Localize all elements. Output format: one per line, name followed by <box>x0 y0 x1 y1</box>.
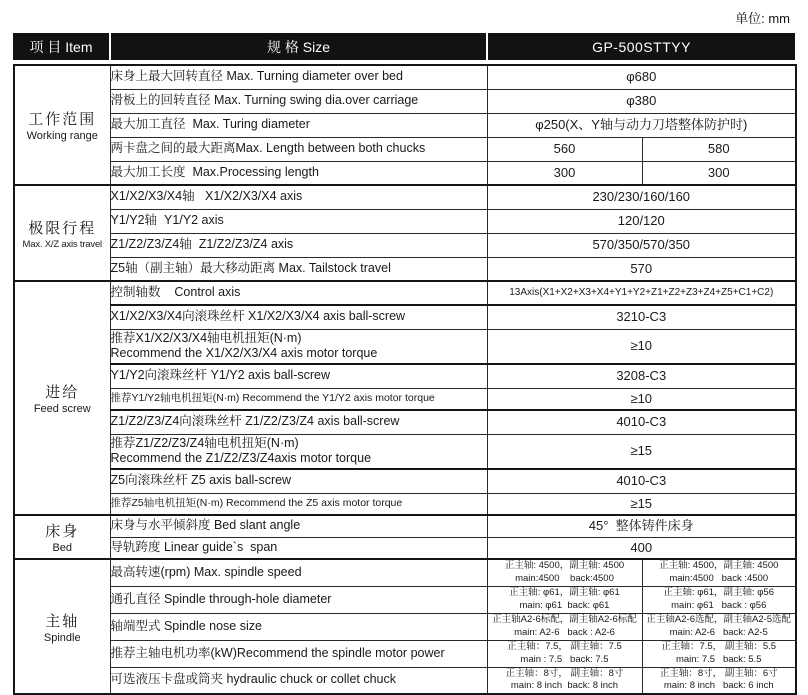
value-text: 45° 整体铸件床身 <box>588 518 694 534</box>
spec-text: 推荐Y1/Y2轴电机扭矩(N·m) Recommend the Y1/Y2 axis motor torque <box>110 392 435 405</box>
value-cell <box>487 185 796 209</box>
value-cell <box>487 161 642 185</box>
table-row <box>14 209 796 233</box>
value-text: 正主轴A2-6选配，副主轴A2-5选配 <box>646 614 792 626</box>
spec-cell <box>110 113 487 137</box>
spec-text: Recommend the Z1/Z2/Z3/Z4axis motor torque <box>110 451 372 466</box>
header-model-cell: GP-500STTYY <box>486 33 795 60</box>
value-cell <box>487 329 796 364</box>
value-text: main: 7.5 back: 5.5 <box>675 653 762 665</box>
section-label-en: Bed <box>52 542 73 554</box>
value-cell <box>487 113 796 137</box>
value-cell <box>642 161 796 185</box>
value-cell <box>487 559 642 586</box>
spec-text: Y1/Y2向滚珠丝杆 Y1/Y2 axis ball-screw <box>110 368 331 383</box>
spec-text: 最大加工长度 Max.Processing length <box>110 164 319 179</box>
spec-text: 滑板上的回转直径 Max. Turning swing dia.over carriage <box>110 93 419 108</box>
spec-text: X1/X2/X3/X4轴 X1/X2/X3/X4 axis <box>110 189 303 204</box>
section-label-en: Spindle <box>43 631 81 644</box>
value-text: 230/230/160/160 <box>592 189 691 205</box>
table-row <box>14 281 796 305</box>
table-row <box>14 388 796 410</box>
spec-cell <box>110 137 487 161</box>
header-size-cell: 规 格 Size <box>109 33 486 60</box>
spec-table-body <box>14 65 796 694</box>
table-row <box>14 364 796 388</box>
spec-cell <box>110 667 487 694</box>
value-cell <box>642 640 796 667</box>
table-row <box>14 185 796 209</box>
value-text: 3210-C3 <box>616 309 667 325</box>
section-label-working-range <box>14 65 110 185</box>
section-label-en: Max. X/Z axis travel <box>22 238 102 250</box>
value-text: main : 7.5 back: 7.5 <box>520 653 609 665</box>
value-cell <box>642 586 796 613</box>
section-label-spindle <box>14 559 110 694</box>
spec-text: 最高转速(rpm) Max. spindle speed <box>110 564 302 579</box>
value-text: 4010-C3 <box>616 414 667 430</box>
table-row <box>14 305 796 329</box>
table-row <box>14 434 796 469</box>
value-text: 正主轴: 4500，副主轴: 4500 <box>659 560 779 572</box>
spec-cell <box>110 65 487 89</box>
value-cell <box>487 89 796 113</box>
section-label-cn: 床身 <box>45 523 80 540</box>
value-cell <box>642 613 796 640</box>
value-text: main: A2-6 back: A2-5 <box>669 626 768 638</box>
section-label-en: Working range <box>26 130 98 142</box>
value-text: main: 8 inch back: 6 inch <box>663 680 774 692</box>
table-row <box>14 257 796 281</box>
spec-cell <box>110 257 487 281</box>
unit-label: 单位: mm <box>735 11 790 26</box>
table-row <box>14 329 796 364</box>
table-header-bar <box>13 33 795 60</box>
spec-cell <box>110 281 487 305</box>
value-cell <box>642 559 796 586</box>
spec-text: Z5轴（副主轴）最大移动距离 Max. Tailstock travel <box>110 260 391 275</box>
section-label-cn: 工作范围 <box>28 111 97 128</box>
spec-cell <box>110 161 487 185</box>
value-text: φ380 <box>626 93 657 109</box>
section-label-bed <box>14 515 110 559</box>
table-row <box>14 410 796 434</box>
value-text: main:4500 back:4500 <box>515 572 614 584</box>
value-text: ≥15 <box>630 495 653 511</box>
section-label-cn: 进给 <box>45 384 80 401</box>
spec-text: 推荐Z1/Z2/Z3/Z4轴电机扭矩(N·m) <box>110 435 299 450</box>
section-label-cn: 极限行程 <box>28 219 97 237</box>
spec-text: 导轨跨度 Linear guide`s span <box>110 539 278 554</box>
table-row <box>14 233 796 257</box>
spec-cell <box>110 559 487 586</box>
spec-cell <box>110 89 487 113</box>
spec-text: Recommend the X1/X2/X3/X4 axis motor torque <box>110 346 378 361</box>
value-cell <box>487 613 642 640</box>
spec-text: 推荐X1/X2/X3/X4轴电机扭矩(N·m) <box>110 330 302 345</box>
value-text: 正主轴：8寸， 副主轴：6寸 <box>659 667 778 679</box>
spec-cell <box>110 515 487 537</box>
value-text: φ680 <box>626 69 657 85</box>
value-text: 正主轴：7.5， 副主轴：7.5 <box>507 641 622 653</box>
spec-text: Z1/Z2/Z3/Z4向滚珠丝杆 Z1/Z2/Z3/Z4 axis ball-screw <box>110 414 400 429</box>
table-row <box>14 515 796 537</box>
value-text: 正主轴：7.5， 副主轴：5.5 <box>661 641 777 653</box>
value-cell <box>642 137 796 161</box>
value-cell <box>487 388 796 410</box>
value-text: 580 <box>707 141 730 157</box>
table-row <box>14 640 796 667</box>
value-text: 正主轴: φ61，副主轴: φ56 <box>663 587 774 599</box>
table-row <box>14 667 796 694</box>
spec-cell <box>110 305 487 329</box>
value-text: 570 <box>630 260 653 276</box>
spec-text: 床身上最大回转直径 Max. Turning diameter over bed <box>110 69 403 84</box>
value-text: 560 <box>553 141 576 157</box>
spec-cell <box>110 586 487 613</box>
spec-text: 可选液压卡盘或筒夹 hydraulic chuck or collet chuck <box>110 672 396 687</box>
spec-text: X1/X2/X3/X4向滚珠丝杆 X1/X2/X3/X4 axis ball-screw <box>110 309 406 324</box>
value-cell <box>487 257 796 281</box>
table-row <box>14 537 796 559</box>
value-text: 400 <box>630 539 653 555</box>
spec-text: 两卡盘之间的最大距离Max. Length between both chucks <box>110 141 426 156</box>
value-text: main: 8 inch back: 8 inch <box>510 680 619 692</box>
value-cell <box>487 410 796 434</box>
value-text: 300 <box>707 164 730 180</box>
table-row <box>14 137 796 161</box>
value-cell <box>487 233 796 257</box>
spec-text: Y1/Y2轴 Y1/Y2 axis <box>110 213 224 228</box>
value-text: ≥10 <box>630 338 653 354</box>
value-cell <box>487 209 796 233</box>
value-text: φ250(X、Y轴与动力刀塔整体防护时) <box>535 117 748 133</box>
table-row <box>14 559 796 586</box>
spec-text: Z5向滚珠丝杆 Z5 axis ball-screw <box>110 473 292 488</box>
spec-cell <box>110 388 487 410</box>
spec-cell <box>110 613 487 640</box>
value-cell <box>487 305 796 329</box>
table-row <box>14 113 796 137</box>
spec-text: 轴端型式 Spindle nose size <box>110 618 262 633</box>
value-cell <box>487 586 642 613</box>
spec-cell <box>110 493 487 515</box>
value-text: main: φ61 back: φ61 <box>519 599 610 611</box>
spec-text: 推荐主轴电机功率(kW)Recommend the spindle motor power <box>110 645 445 660</box>
table-row <box>14 613 796 640</box>
value-cell <box>487 493 796 515</box>
table-row <box>14 89 796 113</box>
table-row <box>14 469 796 493</box>
spec-cell <box>110 233 487 257</box>
spec-cell <box>110 537 487 559</box>
spec-cell <box>110 410 487 434</box>
section-label-cn: 主轴 <box>45 612 80 630</box>
value-text: ≥10 <box>630 390 653 406</box>
table-row <box>14 493 796 515</box>
table-row <box>14 161 796 185</box>
header-item-cell: 项 目 Item <box>29 38 93 55</box>
value-cell <box>487 281 796 305</box>
spec-cell <box>110 185 487 209</box>
value-text: 300 <box>553 164 576 180</box>
spec-cell <box>110 640 487 667</box>
value-text: 4010-C3 <box>616 473 667 489</box>
spec-table <box>13 64 797 695</box>
spec-text: 控制轴数 Control axis <box>110 285 241 300</box>
value-text: 正主轴：8寸， 副主轴：8寸 <box>505 667 624 679</box>
spec-cell <box>110 329 487 364</box>
value-cell <box>487 65 796 89</box>
section-label-feed-screw <box>14 281 110 515</box>
value-text: main: φ61 back : φ56 <box>671 599 767 611</box>
spec-cell <box>110 469 487 493</box>
section-label-axis-travel <box>14 185 110 281</box>
value-cell <box>487 469 796 493</box>
spec-text: 通孔直径 Spindle through-hole diameter <box>110 591 332 606</box>
spec-cell <box>110 364 487 388</box>
value-cell <box>487 515 796 537</box>
spec-text: Z1/Z2/Z3/Z4轴 Z1/Z2/Z3/Z4 axis <box>110 237 294 252</box>
value-cell <box>642 667 796 694</box>
value-cell <box>487 434 796 469</box>
value-text: main: A2-6 back : A2-6 <box>514 626 615 638</box>
value-cell <box>487 364 796 388</box>
spec-text: 最大加工直径 Max. Turing diameter <box>110 117 310 132</box>
spec-text: 床身与水平倾斜度 Bed slant angle <box>110 518 301 533</box>
value-cell <box>487 137 642 161</box>
value-text: 正主轴A2-6标配，副主轴A2-6标配 <box>492 614 637 626</box>
value-text: 正主轴: φ61，副主轴: φ61 <box>509 587 620 599</box>
value-text: 正主轴: 4500，副主轴: 4500 <box>504 560 625 572</box>
table-row <box>14 65 796 89</box>
value-cell <box>487 537 796 559</box>
value-text: main:4500 back :4500 <box>669 572 769 584</box>
value-text: 3208-C3 <box>616 368 667 384</box>
value-cell <box>487 667 642 694</box>
value-text: 120/120 <box>617 213 665 229</box>
value-text: 13Axis(X1+X2+X3+X4+Y1+Y2+Z1+Z2+Z3+Z4+Z5+C1+C2) <box>509 287 774 298</box>
spec-cell <box>110 209 487 233</box>
value-text: 570/350/570/350 <box>592 237 691 253</box>
value-text: ≥15 <box>630 443 653 459</box>
value-cell <box>487 640 642 667</box>
table-row <box>14 586 796 613</box>
spec-text: 推荐Z5轴电机扭矩(N·m) Recommend the Z5 axis motor torque <box>110 497 403 510</box>
spec-cell <box>110 434 487 469</box>
section-label-en: Feed screw <box>33 403 91 415</box>
